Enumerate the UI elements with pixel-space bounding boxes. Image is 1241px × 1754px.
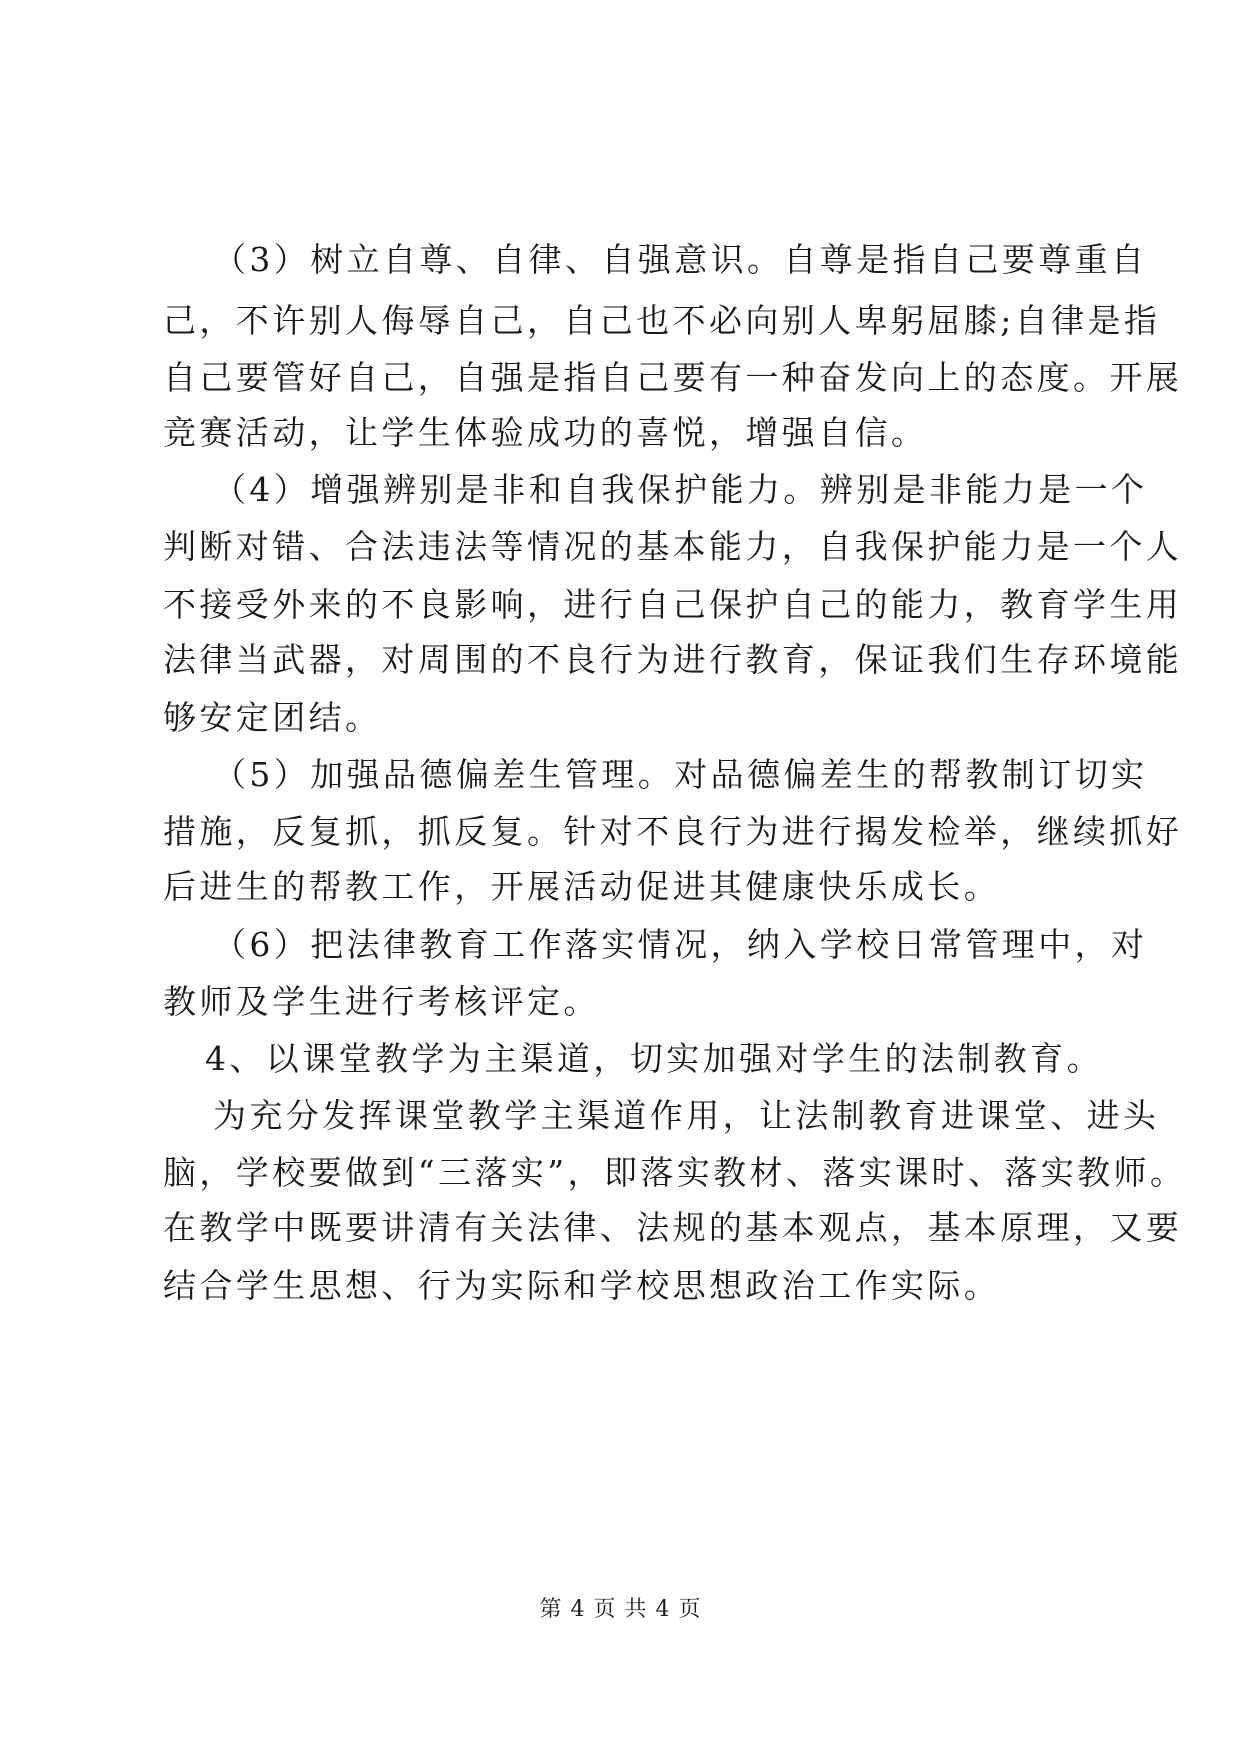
paragraph-7-line-2: 脑，学校要做到“三落实”，即落实教材、落实课时、落实教师。 bbox=[163, 1153, 1187, 1192]
paragraph-3-line-1: （3）树立自尊、自律、自强意识。自尊是指自己要尊重自 bbox=[213, 240, 1148, 279]
paragraph-3-line-4: 竞赛活动，让学生体验成功的喜悦，增强自信。 bbox=[163, 413, 928, 452]
paragraph-5-line-1: （5）加强品德偏差生管理。对品德偏差生的帮教制订切实 bbox=[213, 755, 1148, 794]
paragraph-4-line-4: 法律当武器，对周围的不良行为进行教育，保证我们生存环境能 bbox=[163, 640, 1183, 679]
paragraph-7-line-1: 为充分发挥课堂教学主渠道作用，让法制教育进课堂、进头 bbox=[213, 1096, 1160, 1135]
paragraph-4-line-5: 够安定团结。 bbox=[163, 698, 382, 737]
paragraph-5-line-3: 后进生的帮教工作，开展活动促进其健康快乐成长。 bbox=[163, 867, 1001, 906]
paragraph-3-line-3: 自己要管好自己，自强是指自己要有一种奋发向上的态度。开展 bbox=[163, 358, 1183, 397]
paragraph-7-line-3: 在教学中既要讲清有关法律、法规的基本观点，基本原理，又要 bbox=[163, 1208, 1183, 1247]
paragraph-5-line-2: 措施，反复抓，抓反复。针对不良行为进行揭发检举，继续抓好 bbox=[163, 812, 1183, 851]
paragraph-6-line-1: （6）把法律教育工作落实情况，纳入学校日常管理中，对 bbox=[213, 925, 1148, 964]
paragraph-4-line-3: 不接受外来的不良影响，进行自己保护自己的能力，教育学生用 bbox=[163, 585, 1183, 624]
page-number-footer: 第 4 页 共 4 页 bbox=[539, 1597, 702, 1622]
paragraph-7-line-4: 结合学生思想、行为实际和学校思想政治工作实际。 bbox=[163, 1266, 1001, 1305]
paragraph-6-line-2: 教师及学生进行考核评定。 bbox=[163, 982, 600, 1021]
paragraph-4-line-2: 判断对错、合法违法等情况的基本能力，自我保护能力是一个人 bbox=[163, 527, 1183, 566]
paragraph-4-line-1: （4）增强辨别是非和自我保护能力。辨别是非能力是一个 bbox=[213, 470, 1148, 509]
section-4-heading: 4、以课堂教学为主渠道，切实加强对学生的法制教育。 bbox=[205, 1039, 1103, 1078]
paragraph-3-line-2: 己，不许别人侮辱自己，自己也不必向别人卑躬屈膝;自律是指 bbox=[163, 301, 1161, 340]
